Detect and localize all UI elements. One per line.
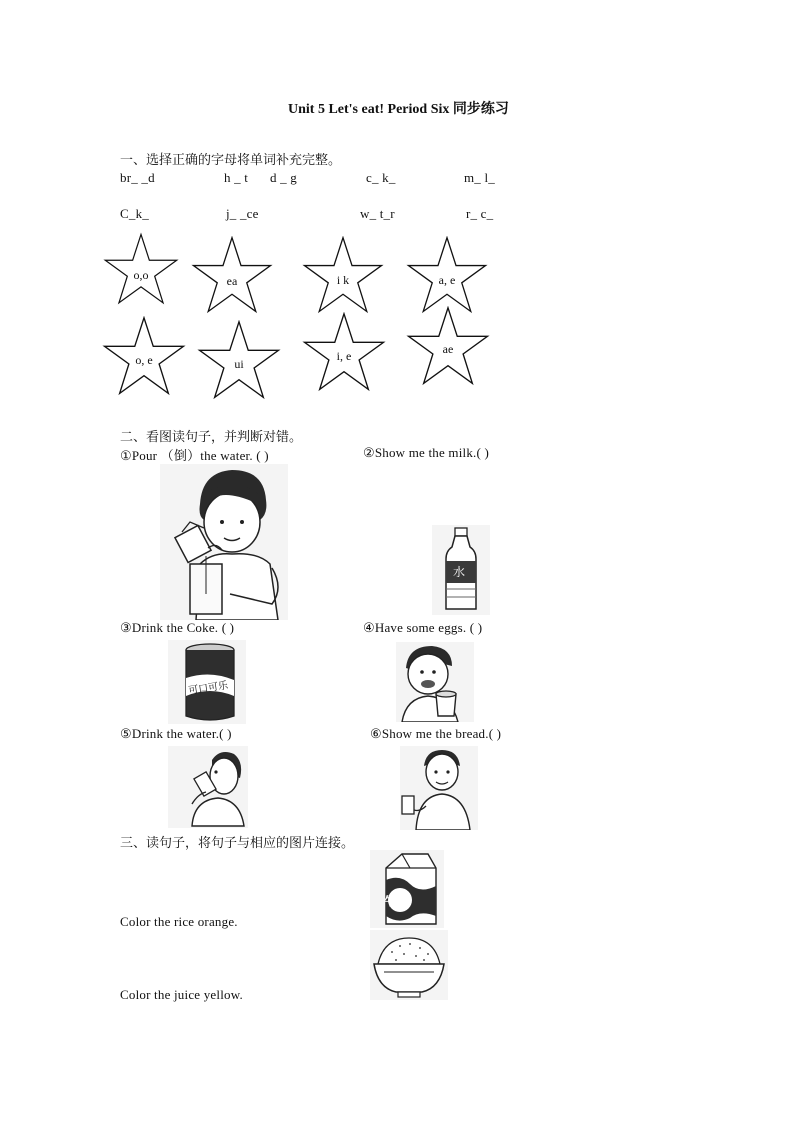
water-bottle-picture: [432, 525, 490, 615]
match-sentence: Color the juice yellow.: [120, 987, 243, 1002]
star-letters: ea: [226, 274, 238, 288]
word-blank: br_ _d: [120, 170, 155, 185]
letter-star: [406, 236, 488, 314]
letter-star: [406, 306, 490, 386]
word-blank: m_ l_: [464, 170, 495, 185]
letter-star: [197, 320, 281, 400]
star-letters: o, e: [135, 353, 153, 367]
letter-star: [302, 236, 384, 314]
star-letters: o,o: [133, 268, 149, 282]
match-sentence: Color the rice orange.: [120, 914, 238, 929]
letter-star: [103, 232, 179, 306]
word-blank: C_k_: [120, 206, 149, 221]
star-letters: ui: [234, 357, 244, 371]
word-blank: h _ t: [224, 170, 249, 185]
judge-item: ⑥Show me the bread.( ): [370, 726, 502, 741]
milk-label: 牛奶: [384, 894, 409, 908]
judge-item: ①Pour （倒）the water. ( ): [120, 448, 269, 463]
can-label: 可口可乐: [187, 680, 229, 697]
word-blank: w_ t_r: [360, 206, 395, 221]
page-title: Unit 5 Let's eat! Period Six 同步练习: [288, 102, 509, 117]
judge-item: ③Drink the Coke. ( ): [120, 620, 235, 635]
word-blank: c_ k_: [366, 170, 396, 185]
word-blank: d _ g: [270, 170, 297, 185]
star-letters: a, e: [438, 273, 456, 287]
boy-eating-picture: [396, 642, 474, 722]
rice-bowl-picture: [370, 930, 448, 1000]
section-3-heading: 三、读句子，将句子与相应的图片连接。: [120, 836, 355, 851]
word-blank: j_ _ce: [226, 206, 259, 221]
boy-showing-picture: [400, 746, 478, 830]
letter-star: [102, 316, 186, 396]
letter-star: [302, 312, 386, 392]
star-letters: i k: [336, 273, 350, 287]
letter-star: [191, 236, 273, 314]
bottle-label: 水: [453, 565, 466, 579]
section-2-heading: 二、看图读句子，并判断对错。: [120, 430, 303, 445]
section-1-heading: 一、选择正确的字母将单词补充完整。: [120, 153, 342, 168]
boy-drinking-picture: [168, 746, 248, 828]
boy-pouring-picture: [160, 464, 288, 620]
judge-item: ⑤Drink the water.( ): [120, 726, 232, 741]
judge-item: ②Show me the milk.( ): [363, 445, 489, 460]
star-letters: ae: [442, 342, 454, 356]
coke-can-picture: [168, 640, 246, 724]
milk-carton-picture: [370, 850, 444, 928]
word-blank: r_ c_: [466, 206, 494, 221]
judge-item: ④Have some eggs. ( ): [363, 620, 483, 635]
star-letters: i, e: [336, 349, 352, 363]
